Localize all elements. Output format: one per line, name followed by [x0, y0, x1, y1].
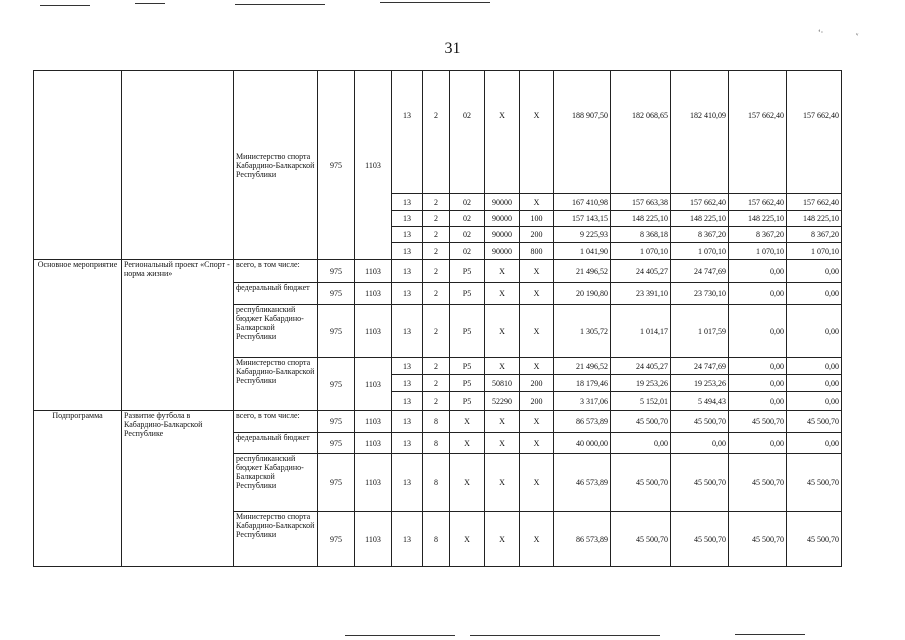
amount-year-5: 0,00 — [787, 392, 842, 411]
code-direction: 90000 — [485, 211, 520, 227]
funding-source-cell: всего, в том числе: — [234, 411, 318, 433]
code-direction: 90000 — [485, 194, 520, 211]
code-direction: 52290 — [485, 392, 520, 411]
code-subprogram: 2 — [423, 283, 450, 305]
amount-year-4: 1 070,10 — [729, 243, 787, 260]
scan-artifact-mark: ᵥ — [856, 28, 859, 37]
code-event: P5 — [450, 305, 485, 358]
amount-year-2: 45 500,70 — [611, 454, 671, 512]
amount-year-1: 21 496,52 — [554, 260, 611, 283]
amount-year-5: 1 070,10 — [787, 243, 842, 260]
scan-artifact-line — [470, 635, 660, 636]
code-event: X — [450, 411, 485, 433]
funding-source-cell: Министерство спорта Кабардино-Балкарской Республики — [234, 358, 318, 411]
amount-year-2: 157 663,38 — [611, 194, 671, 211]
code-event: P5 — [450, 358, 485, 375]
code-program: 13 — [392, 305, 423, 358]
code-expense-type: 200 — [520, 375, 554, 392]
code-expense-type: X — [520, 358, 554, 375]
code-subprogram: 2 — [423, 358, 450, 375]
code-program: 13 — [392, 375, 423, 392]
amount-year-3: 182 410,09 — [671, 71, 729, 194]
amount-year-1: 3 317,06 — [554, 392, 611, 411]
code-program: 13 — [392, 454, 423, 512]
amount-year-1: 9 225,93 — [554, 227, 611, 243]
amount-year-2: 8 368,18 — [611, 227, 671, 243]
code-program: 13 — [392, 243, 423, 260]
amount-year-3: 24 747,69 — [671, 260, 729, 283]
code-direction: X — [485, 433, 520, 454]
status-cell: Подпрограмма — [34, 411, 122, 567]
code-expense-type: X — [520, 454, 554, 512]
code-event: X — [450, 512, 485, 567]
amount-year-3: 1 070,10 — [671, 243, 729, 260]
table-row — [34, 411, 842, 433]
code-grbs: 975 — [318, 260, 355, 283]
code-subprogram: 2 — [423, 260, 450, 283]
funding-source-cell: республиканский бюджет Кабардино-Балкарской Республики — [234, 305, 318, 358]
scan-artifact-line — [235, 4, 325, 5]
amount-year-1: 18 179,46 — [554, 375, 611, 392]
code-direction: X — [485, 260, 520, 283]
amount-year-5: 0,00 — [787, 358, 842, 375]
amount-year-4: 0,00 — [729, 283, 787, 305]
code-grbs: 975 — [318, 305, 355, 358]
amount-year-1: 21 496,52 — [554, 358, 611, 375]
code-program: 13 — [392, 358, 423, 375]
amount-year-5: 0,00 — [787, 375, 842, 392]
code-expense-type: X — [520, 512, 554, 567]
amount-year-5: 0,00 — [787, 260, 842, 283]
code-direction: X — [485, 283, 520, 305]
code-subprogram: 2 — [423, 71, 450, 194]
code-rzpr: 1103 — [355, 411, 392, 433]
code-grbs: 975 — [318, 433, 355, 454]
funding-source-cell: всего, в том числе: — [234, 260, 318, 283]
amount-year-5: 157 662,40 — [787, 71, 842, 194]
code-expense-type: 800 — [520, 243, 554, 260]
code-subprogram: 2 — [423, 194, 450, 211]
amount-year-5: 148 225,10 — [787, 211, 842, 227]
code-event: X — [450, 454, 485, 512]
code-subprogram: 2 — [423, 375, 450, 392]
amount-year-1: 40 000,00 — [554, 433, 611, 454]
status-cell — [34, 71, 122, 260]
amount-year-5: 8 367,20 — [787, 227, 842, 243]
amount-year-4: 0,00 — [729, 433, 787, 454]
amount-year-4: 0,00 — [729, 358, 787, 375]
amount-year-1: 188 907,50 — [554, 71, 611, 194]
code-program: 13 — [392, 211, 423, 227]
amount-year-1: 86 573,89 — [554, 411, 611, 433]
code-grbs: 975 — [318, 283, 355, 305]
amount-year-2: 1 070,10 — [611, 243, 671, 260]
code-direction: 90000 — [485, 227, 520, 243]
code-grbs: 975 — [318, 411, 355, 433]
code-direction: X — [485, 71, 520, 194]
amount-year-1: 20 190,80 — [554, 283, 611, 305]
code-direction: X — [485, 512, 520, 567]
scan-artifact-line — [345, 635, 455, 636]
amount-year-5: 157 662,40 — [787, 194, 842, 211]
amount-year-4: 45 500,70 — [729, 454, 787, 512]
code-subprogram: 2 — [423, 392, 450, 411]
code-expense-type: X — [520, 71, 554, 194]
code-program: 13 — [392, 411, 423, 433]
amount-year-1: 46 573,89 — [554, 454, 611, 512]
amount-year-2: 23 391,10 — [611, 283, 671, 305]
code-program: 13 — [392, 392, 423, 411]
code-rzpr: 1103 — [355, 358, 392, 411]
code-grbs: 975 — [318, 454, 355, 512]
amount-year-3: 0,00 — [671, 433, 729, 454]
code-grbs: 975 — [318, 71, 355, 260]
amount-year-4: 157 662,40 — [729, 71, 787, 194]
page-number: 31 — [444, 40, 461, 57]
code-event: 02 — [450, 227, 485, 243]
amount-year-5: 0,00 — [787, 305, 842, 358]
code-subprogram: 2 — [423, 211, 450, 227]
amount-year-1: 86 573,89 — [554, 512, 611, 567]
code-grbs: 975 — [318, 512, 355, 567]
status-cell: Основное мероприятие — [34, 260, 122, 411]
code-expense-type: X — [520, 411, 554, 433]
amount-year-3: 5 494,43 — [671, 392, 729, 411]
amount-year-1: 167 410,98 — [554, 194, 611, 211]
funding-source-cell: Министерство спорта Кабардино-Балкарской Республики — [234, 512, 318, 567]
amount-year-5: 0,00 — [787, 283, 842, 305]
amount-year-2: 24 405,27 — [611, 358, 671, 375]
amount-year-4: 0,00 — [729, 305, 787, 358]
code-event: 02 — [450, 71, 485, 194]
amount-year-3: 157 662,40 — [671, 194, 729, 211]
code-subprogram: 2 — [423, 243, 450, 260]
code-expense-type: X — [520, 305, 554, 358]
scan-artifact-line — [40, 5, 90, 6]
code-direction: X — [485, 411, 520, 433]
code-expense-type: X — [520, 260, 554, 283]
amount-year-2: 148 225,10 — [611, 211, 671, 227]
amount-year-4: 157 662,40 — [729, 194, 787, 211]
amount-year-2: 45 500,70 — [611, 512, 671, 567]
funding-source-cell: федеральный бюджет — [234, 283, 318, 305]
amount-year-2: 45 500,70 — [611, 411, 671, 433]
code-event: 02 — [450, 194, 485, 211]
code-rzpr: 1103 — [355, 454, 392, 512]
code-event: P5 — [450, 392, 485, 411]
code-direction: X — [485, 358, 520, 375]
code-subprogram: 2 — [423, 305, 450, 358]
amount-year-3: 1 017,59 — [671, 305, 729, 358]
code-event: X — [450, 433, 485, 454]
code-subprogram: 2 — [423, 227, 450, 243]
amount-year-4: 148 225,10 — [729, 211, 787, 227]
amount-year-4: 45 500,70 — [729, 512, 787, 567]
budget-table — [33, 70, 842, 567]
amount-year-4: 45 500,70 — [729, 411, 787, 433]
code-expense-type: X — [520, 283, 554, 305]
code-rzpr: 1103 — [355, 512, 392, 567]
code-program: 13 — [392, 433, 423, 454]
code-rzpr: 1103 — [355, 433, 392, 454]
code-rzpr: 1103 — [355, 260, 392, 283]
amount-year-2: 1 014,17 — [611, 305, 671, 358]
code-subprogram: 8 — [423, 411, 450, 433]
amount-year-3: 45 500,70 — [671, 411, 729, 433]
code-expense-type: 100 — [520, 211, 554, 227]
funding-source-cell: республиканский бюджет Кабардино-Балкарской Республики — [234, 454, 318, 512]
amount-year-1: 1 305,72 — [554, 305, 611, 358]
amount-year-4: 0,00 — [729, 392, 787, 411]
code-grbs: 975 — [318, 358, 355, 411]
code-event: 02 — [450, 243, 485, 260]
scan-artifact-line — [135, 3, 165, 4]
amount-year-3: 45 500,70 — [671, 512, 729, 567]
code-program: 13 — [392, 512, 423, 567]
code-program: 13 — [392, 194, 423, 211]
code-direction: 90000 — [485, 243, 520, 260]
amount-year-2: 0,00 — [611, 433, 671, 454]
code-program: 13 — [392, 71, 423, 194]
amount-year-4: 0,00 — [729, 375, 787, 392]
code-expense-type: 200 — [520, 227, 554, 243]
code-event: P5 — [450, 375, 485, 392]
amount-year-1: 157 143,15 — [554, 211, 611, 227]
amount-year-2: 19 253,26 — [611, 375, 671, 392]
name-cell — [122, 71, 234, 260]
amount-year-2: 24 405,27 — [611, 260, 671, 283]
code-rzpr: 1103 — [355, 305, 392, 358]
code-rzpr: 1103 — [355, 71, 392, 260]
amount-year-5: 45 500,70 — [787, 454, 842, 512]
name-cell: Развитие футбола в Кабардино-Балкарской Республике — [122, 411, 234, 567]
table-row — [34, 71, 842, 194]
amount-year-4: 0,00 — [729, 260, 787, 283]
code-direction: 50810 — [485, 375, 520, 392]
name-cell: Региональный проект «Спорт - норма жизни» — [122, 260, 234, 411]
code-subprogram: 8 — [423, 433, 450, 454]
code-program: 13 — [392, 227, 423, 243]
amount-year-4: 8 367,20 — [729, 227, 787, 243]
table-row — [34, 260, 842, 283]
amount-year-3: 24 747,69 — [671, 358, 729, 375]
scan-artifact-line — [735, 634, 805, 635]
code-expense-type: 200 — [520, 392, 554, 411]
amount-year-1: 1 041,90 — [554, 243, 611, 260]
code-event: 02 — [450, 211, 485, 227]
code-event: P5 — [450, 283, 485, 305]
code-subprogram: 8 — [423, 512, 450, 567]
scan-artifact-mark: ‘· — [818, 28, 824, 37]
code-event: P5 — [450, 260, 485, 283]
code-program: 13 — [392, 283, 423, 305]
amount-year-5: 45 500,70 — [787, 512, 842, 567]
funding-source-cell: Министерство спорта Кабардино-Балкарской Республики — [234, 71, 318, 260]
funding-source-cell: федеральный бюджет — [234, 433, 318, 454]
amount-year-3: 148 225,10 — [671, 211, 729, 227]
amount-year-3: 8 367,20 — [671, 227, 729, 243]
code-program: 13 — [392, 260, 423, 283]
code-rzpr: 1103 — [355, 283, 392, 305]
scan-artifact-line — [380, 2, 490, 3]
code-direction: X — [485, 305, 520, 358]
code-expense-type: X — [520, 433, 554, 454]
amount-year-2: 5 152,01 — [611, 392, 671, 411]
code-subprogram: 8 — [423, 454, 450, 512]
code-direction: X — [485, 454, 520, 512]
amount-year-2: 182 068,65 — [611, 71, 671, 194]
amount-year-3: 45 500,70 — [671, 454, 729, 512]
amount-year-3: 19 253,26 — [671, 375, 729, 392]
amount-year-5: 45 500,70 — [787, 411, 842, 433]
code-expense-type: X — [520, 194, 554, 211]
amount-year-3: 23 730,10 — [671, 283, 729, 305]
amount-year-5: 0,00 — [787, 433, 842, 454]
